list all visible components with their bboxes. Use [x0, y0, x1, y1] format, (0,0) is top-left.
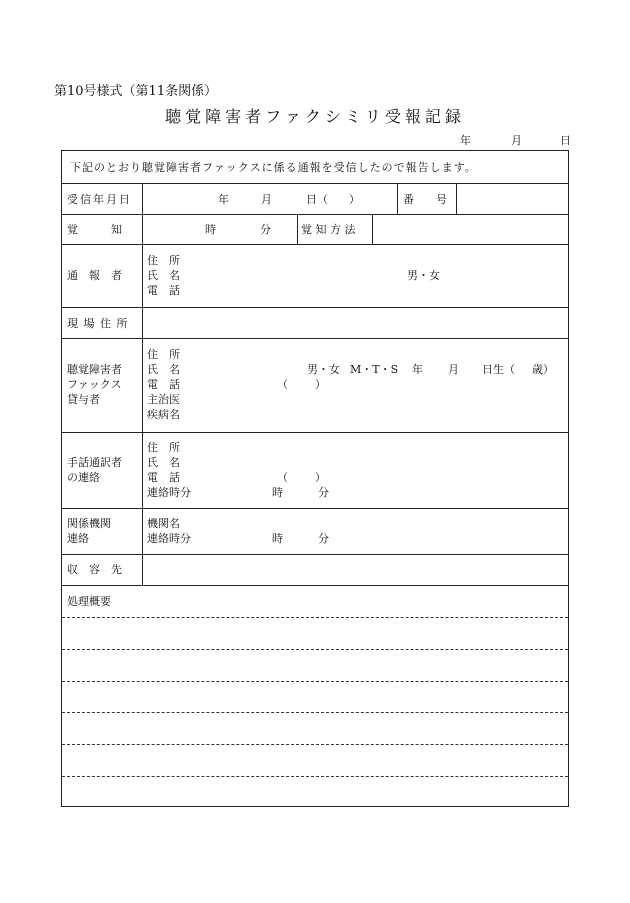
report-form-table: [61, 150, 569, 807]
site-address-field[interactable]: [148, 314, 558, 332]
row-divider: [62, 183, 568, 184]
agency-minute-field[interactable]: 分: [318, 532, 329, 545]
agency-hour-field[interactable]: 時: [272, 532, 283, 545]
intro-text: 下記のとおり聴覚障害者ファックスに係る通報を受信したので報告します。: [70, 161, 477, 174]
row-divider: [62, 244, 568, 245]
lender-phone-open: （: [277, 378, 288, 391]
lender-name-label: 氏 名: [147, 363, 180, 376]
interpreter-phone-close: ）: [315, 471, 326, 484]
awareness-hour-field[interactable]: 時: [205, 223, 216, 236]
cell-divider: [372, 214, 373, 244]
awareness-method-field[interactable]: [378, 219, 563, 237]
received-day-field[interactable]: 日（: [306, 193, 328, 206]
interpreter-name-label: 氏 名: [147, 456, 180, 469]
date-month-label: 月: [511, 134, 522, 147]
interpreter-phone-open: （: [277, 471, 288, 484]
destination-field[interactable]: [148, 560, 558, 578]
lender-label-line-1: 聴覚障害者: [67, 363, 122, 376]
agency-contact-label: 連絡時分: [147, 532, 191, 545]
received-weekday-close: ）: [349, 193, 360, 206]
interpreter-phone-label: 電 話: [147, 471, 180, 484]
lender-phone-label: 電 話: [147, 378, 180, 391]
reporter-label: 通 報 者: [67, 269, 122, 282]
lender-doctor-label: 主治医: [147, 393, 180, 406]
row-divider: [62, 585, 568, 586]
date-day-label: 日: [560, 134, 571, 147]
lender-birth-year[interactable]: 年: [412, 363, 423, 376]
summary-label: 処理概要: [67, 595, 111, 608]
reporter-phone-label: 電 話: [147, 284, 180, 297]
lender-label-line-2: ファックス: [67, 378, 122, 391]
label-column-divider: [142, 183, 143, 585]
agency-name-label: 機関名: [147, 517, 180, 530]
site-address-label: 現 場 住 所: [67, 317, 129, 330]
interpreter-contact-label: 連絡時分: [147, 486, 191, 499]
interpreter-hour-field[interactable]: 時: [272, 486, 283, 499]
reporter-name-label: 氏 名: [147, 269, 180, 282]
lender-gender-field[interactable]: 男・女: [307, 363, 340, 376]
row-divider: [62, 432, 568, 433]
agency-label-line-1: 関係機関: [67, 517, 111, 530]
cell-divider: [297, 214, 298, 244]
interpreter-address-label: 住 所: [147, 441, 180, 454]
form-number: 第10号様式（第11条関係）: [54, 84, 218, 99]
cell-divider: [397, 183, 398, 214]
row-divider: [62, 307, 568, 308]
lender-phone-close: ）: [315, 378, 326, 391]
form-title: 聴覚障害者ファクシミリ受報記録: [165, 107, 465, 126]
lender-address-label: 住 所: [147, 348, 180, 361]
row-divider: [62, 554, 568, 555]
interpreter-label-line-2: の連絡: [67, 471, 100, 484]
date-year-label: 年: [460, 134, 471, 147]
awareness-label: 覚 知: [67, 223, 122, 236]
reporter-address-label: 住 所: [147, 254, 180, 267]
lender-birth-month[interactable]: 月: [448, 363, 459, 376]
awareness-minute-field[interactable]: 分: [260, 223, 271, 236]
agency-label-line-2: 連絡: [67, 532, 89, 545]
reporter-gender-field[interactable]: 男・女: [407, 269, 440, 282]
lender-era-field[interactable]: M・T・S: [350, 363, 399, 376]
destination-label: 収 容 先: [67, 563, 122, 576]
received-month-field[interactable]: 月: [261, 193, 272, 206]
row-divider: [62, 214, 568, 215]
row-divider: [62, 508, 568, 509]
interpreter-minute-field[interactable]: 分: [318, 486, 329, 499]
summary-field[interactable]: [67, 621, 563, 801]
row-divider: [62, 338, 568, 339]
lender-disease-label: 疾病名: [147, 408, 180, 421]
lender-label-line-3: 貸与者: [67, 393, 100, 406]
cell-divider: [456, 183, 457, 214]
number-field[interactable]: [462, 189, 562, 207]
summary-line: [62, 617, 568, 618]
awareness-method-label: 覚 知 方 法: [301, 223, 356, 236]
received-date-label: 受信年月日: [67, 193, 132, 206]
lender-birth-day[interactable]: 日生（: [482, 363, 515, 376]
received-year-field[interactable]: 年: [218, 193, 229, 206]
interpreter-label-line-1: 手話通訳者: [67, 456, 122, 469]
lender-age-field[interactable]: 歳）: [532, 363, 554, 376]
number-label: 番 号: [403, 193, 447, 206]
